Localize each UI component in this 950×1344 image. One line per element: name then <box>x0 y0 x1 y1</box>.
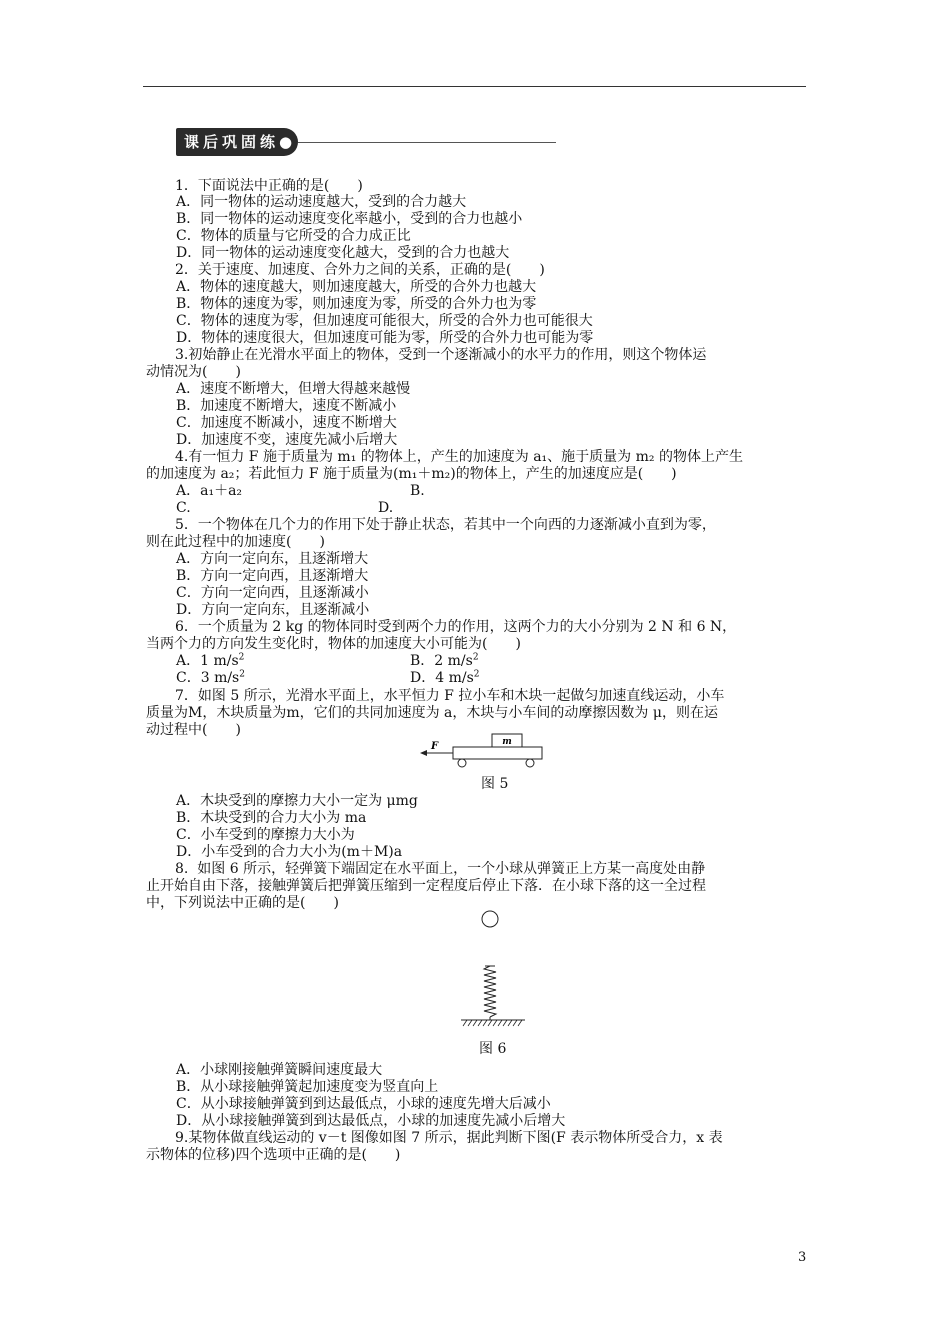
q4-option-b: B. <box>410 483 425 499</box>
q6-option-b: B．2 $m/s^2$ <box>410 652 479 669</box>
section-title: 课后巩固练● <box>176 128 298 156</box>
line-q8: 8. 如图 6 所示，轻弹簧下端固定在水平面上，一个小球从弹簧正上方某一高度处由静 <box>175 861 706 877</box>
line-q1a: A．同一物体的运动速度越大，受到的合力越大 <box>176 194 467 210</box>
line-q5b: 则在此过程中的加速度( ) <box>146 534 325 550</box>
line-q5: 5．一个物体在几个力的作用下处于静止状态，若其中一个向西的力逐渐减小直到为零， <box>175 517 716 533</box>
q4-option-c: C. <box>176 500 191 516</box>
line-q3bb: B．加速度不断增大，速度不断减小 <box>176 398 397 414</box>
ground-hatch <box>463 1020 522 1026</box>
line-q8d: D．从小球接触弹簧到到达最低点，小球的加速度先减小后增大 <box>176 1113 566 1129</box>
line-q3c: C．加速度不断减小，速度不断增大 <box>176 415 397 431</box>
line-q8cc: C．从小球接触弹簧到到达最低点，小球的速度先增大后减小 <box>176 1096 551 1112</box>
q4-stem-line1: 4.有一恒力 F 施于质量为 m₁ 的物体上，产生的加速度为 a₁、施于质量为 m₂ 的物体上产生 <box>175 449 743 465</box>
cart-wheel-right <box>526 759 534 767</box>
line-q2a: A．物体的速度越大，则加速度越大，所受的合外力也越大 <box>176 279 537 295</box>
line-q3a: A．速度不断增大，但增大得越来越慢 <box>176 381 411 397</box>
line-q6: 6．一个质量为 2 kg 的物体同时受到两个力的作用，这两个力的大小分别为 2 N 和 6 N， <box>175 619 737 635</box>
q4-stem-line2: 的加速度为 a₂；若此恒力 F 施于质量为(m₁＋m₂)的物体上，产生的加速度应是( ) <box>146 466 677 482</box>
line-q1b: B．同一物体的运动速度变化率越小，受到的合力也越小 <box>176 211 523 227</box>
line-q3b: 动情况为( ) <box>146 364 241 380</box>
line-q9: 9.某物体做直线运动的 v－t 图像如图 7 所示，据此判断下图(F 表示物体所受合力，x 表 <box>175 1130 723 1146</box>
header-rule <box>143 86 806 87</box>
line-q5c: C．方向一定向西，且逐渐减小 <box>176 585 369 601</box>
line-q8bb: B．从小球接触弹簧起加速度变为竖直向上 <box>176 1079 439 1095</box>
line-q7a: A．木块受到的摩擦力大小一定为 μmg <box>176 793 418 809</box>
line-q5a: A．方向一定向东，且逐渐增大 <box>176 551 369 567</box>
line-q8b: 止开始自由下落，接触弹簧后把弹簧压缩到一定程度后停止下落．在小球下落的这一全过程 <box>146 878 706 894</box>
force-arrow-head <box>420 750 427 756</box>
line-q7c: 动过程中( ) <box>146 722 241 738</box>
line-q3: 3.初始静止在光滑水平面上的物体，受到一个逐渐减小的水平力的作用，则这个物体运 <box>175 347 707 363</box>
q4-option-a: A．a₁＋a₂ <box>176 483 243 499</box>
line-q7bb: B．木块受到的合力大小为 ma <box>176 810 367 826</box>
line-q7cc: C．小车受到的摩擦力大小为 <box>176 827 355 843</box>
q7-stem-line1: 7．如图 5 所示，光滑水平面上，水平恒力 F 拉小车和木块一起做匀加速直线运动，小车 <box>175 688 725 704</box>
line-q5bb: B．方向一定向西，且逐渐增大 <box>176 568 369 584</box>
line-q7d: D．小车受到的合力大小为(m＋M)a <box>176 844 403 860</box>
line-q7b: 质量为M，木块质量为m，它们的共同加速度为 a，木块与小车间的动摩擦因数为 μ，则在运 <box>146 705 718 721</box>
cart-wheel-left <box>458 759 466 767</box>
q6-option-d: D．4 $m/s^2$ <box>410 669 480 686</box>
line-q9b: 示物体的位移)四个选项中正确的是( ) <box>146 1147 401 1163</box>
figure-6 <box>455 908 530 1036</box>
force-label: F <box>431 741 439 752</box>
section-title-rule <box>298 142 556 143</box>
line-q1: 1．下面说法中正确的是( ) <box>175 178 363 194</box>
ball <box>482 911 498 927</box>
line-q2: 2．关于速度、加速度、合外力之间的关系，正确的是( ) <box>175 262 545 278</box>
q6-option-a: A．1 $m/s^2$ <box>176 652 245 669</box>
page-number: 3 <box>798 1250 807 1265</box>
figure-5-caption: 图 5 <box>481 776 509 792</box>
figure-5 <box>418 730 548 776</box>
spring-coil <box>484 966 496 1017</box>
line-q1c: C．物体的质量与它所受的合力成正比 <box>176 228 411 244</box>
q4-option-d: D. <box>378 500 394 516</box>
figure-6-caption: 图 6 <box>479 1041 507 1057</box>
line-q6b: 当两个力的方向发生变化时，物体的加速度大小可能为( ) <box>146 636 521 652</box>
q6-option-c: C．3 $m/s^2$ <box>176 669 245 686</box>
line-q1d: D．同一物体的运动速度变化越大，受到的合力也越大 <box>176 245 510 261</box>
line-q8a: A．小球刚接触弹簧瞬间速度最大 <box>176 1062 383 1078</box>
line-q2b: B．物体的速度为零，则加速度为零，所受的合外力也为零 <box>176 296 537 312</box>
line-q8c: 中，下列说法中正确的是( ) <box>146 895 339 911</box>
section-header <box>176 128 556 156</box>
line-q5d: D．方向一定向东，且逐渐减小 <box>176 602 370 618</box>
line-q3d: D．加速度不变，速度先减小后增大 <box>176 432 398 448</box>
cart-body <box>453 747 542 759</box>
line-q2c: C．物体的速度为零，但加速度可能很大，所受的合外力也可能很大 <box>176 313 593 329</box>
block-label: m <box>502 737 512 747</box>
line-q2d: D．物体的速度很大，但加速度可能为零，所受的合外力也可能为零 <box>176 330 594 346</box>
